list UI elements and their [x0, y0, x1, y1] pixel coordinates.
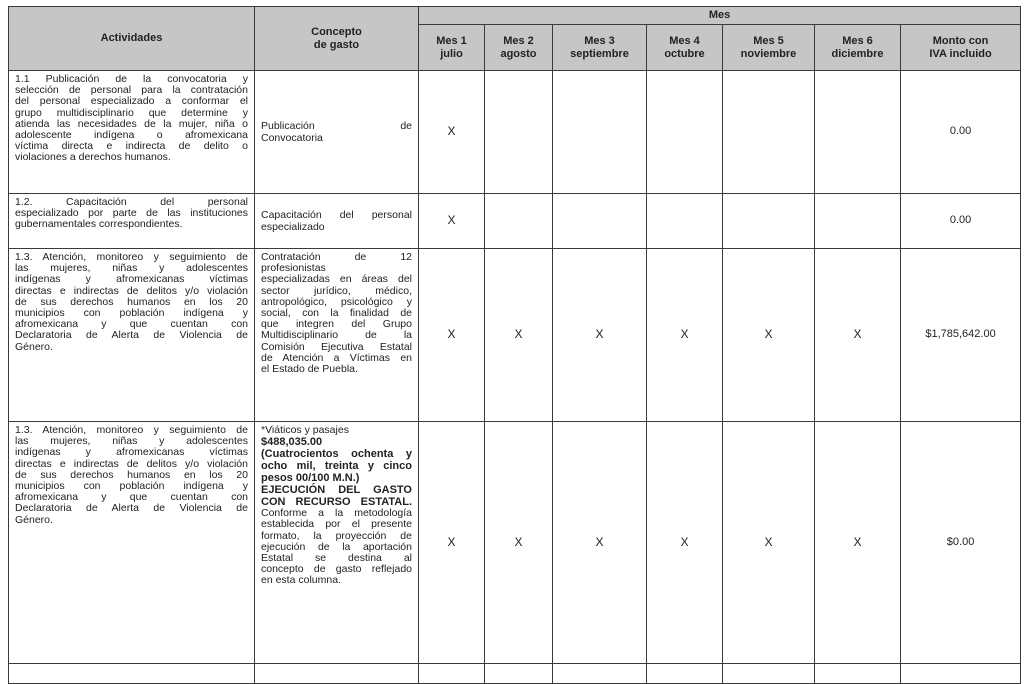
month-mark: [723, 664, 815, 684]
month-mark: [815, 194, 901, 249]
table-row: [9, 71, 1021, 194]
month-mark: X: [723, 422, 815, 664]
month-mark: X: [553, 422, 647, 664]
concept-cell: [255, 664, 419, 684]
month-mark: [815, 71, 901, 194]
activity-cell: 1.1 Publicación de la convocatoria y selección de personal para la contratación del personal especializado a conformar el grupo multidisciplinario que determine y atienda las necesidades de la mujer, niña o adolescente indígena o afromexicana víctima directa e indirecta de delito o violaciones a derechos humanos.: [9, 71, 255, 194]
month-mark: [553, 194, 647, 249]
month-mark: X: [815, 422, 901, 664]
table-row: [9, 664, 1021, 684]
header-month-6: Mes 6 diciembre: [815, 25, 901, 71]
header-actividades: Actividades: [9, 7, 255, 71]
month-mark: [723, 194, 815, 249]
month-mark: X: [419, 71, 485, 194]
amount-cell: [901, 664, 1021, 684]
amount-cell: 0.00: [901, 71, 1021, 194]
concept-cell: *Viáticos y pasajes $488,035.00 (Cuatrocientos ochenta y ocho mil, treinta y cinco pesos 00/100 M.N.) EJECUCIÓN DEL GASTO CON RECURSO ESTATAL. Conforme a la metodología establecida por el presente formato, la proyección de ejecución de la aportación Estatal se destina al concepto de gasto reflejado en esta columna.: [255, 422, 419, 664]
activity-cell: [9, 664, 255, 684]
activity-cell: 1.3. Atención, monitoreo y seguimiento de las mujeres, niñas y adolescentes indígenas y afromexicanas víctimas directas e indirectas de delitos y/o violación de sus derechos humanos en los 20 municipios con población indígena y afromexicana y que cuentan con Declaratoria de Alerta de Violencia de Género.: [9, 422, 255, 664]
header-concepto: Concepto de gasto: [255, 7, 419, 71]
month-mark: X: [647, 422, 723, 664]
month-mark: X: [485, 422, 553, 664]
month-mark: X: [647, 249, 723, 422]
header-month-2: Mes 2 agosto: [485, 25, 553, 71]
month-mark: [647, 194, 723, 249]
month-mark: [647, 664, 723, 684]
header-month-5: Mes 5 noviembre: [723, 25, 815, 71]
month-mark: X: [815, 249, 901, 422]
table-row: [9, 422, 1021, 664]
table-row: [9, 249, 1021, 422]
activity-cell: 1.3. Atención, monitoreo y seguimiento de las mujeres, niñas y adolescentes indígenas y afromexicanas víctimas directas e indirectas de delitos y/o violación de sus derechos humanos en los 20 municipios con población indígena y afromexicana y que cuentan con Declaratoria de Alerta de Violencia de Género.: [9, 249, 255, 422]
month-mark: [419, 664, 485, 684]
header-mes: Mes: [419, 7, 1021, 25]
table-row: [9, 194, 1021, 249]
month-mark: X: [419, 249, 485, 422]
month-mark: [553, 71, 647, 194]
month-mark: [553, 664, 647, 684]
activity-cell: 1.2. Capacitación del personal especializado por parte de las instituciones gubernamentales correspondientes.: [9, 194, 255, 249]
header-month-1: Mes 1 julio: [419, 25, 485, 71]
amount-cell: 0.00: [901, 194, 1021, 249]
month-mark: [485, 664, 553, 684]
month-mark: X: [419, 194, 485, 249]
concept-cell: Publicación de Convocatoria: [255, 71, 419, 194]
budget-table: [8, 6, 1021, 684]
header-month-3: Mes 3 septiembre: [553, 25, 647, 71]
month-mark: [485, 194, 553, 249]
month-mark: X: [553, 249, 647, 422]
month-mark: [647, 71, 723, 194]
concept-cell: Contratación de 12 profesionistas especializadas en áreas del sector jurídico, médico, antropológico, psicológico y social, con la finalidad de que integren del Grupo Multidisciplinario de la Comisión Ejecutiva Estatal de Atención a Víctimas en el Estado de Puebla.: [255, 249, 419, 422]
header-month-4: Mes 4 octubre: [647, 25, 723, 71]
month-mark: X: [723, 249, 815, 422]
concept-cell: Capacitación del personal especializado: [255, 194, 419, 249]
month-mark: X: [419, 422, 485, 664]
month-mark: X: [485, 249, 553, 422]
amount-cell: $0.00: [901, 422, 1021, 664]
month-mark: [723, 71, 815, 194]
month-mark: [815, 664, 901, 684]
header-monto: Monto con IVA incluido: [901, 25, 1021, 71]
amount-cell: $1,785,642.00: [901, 249, 1021, 422]
month-mark: [485, 71, 553, 194]
